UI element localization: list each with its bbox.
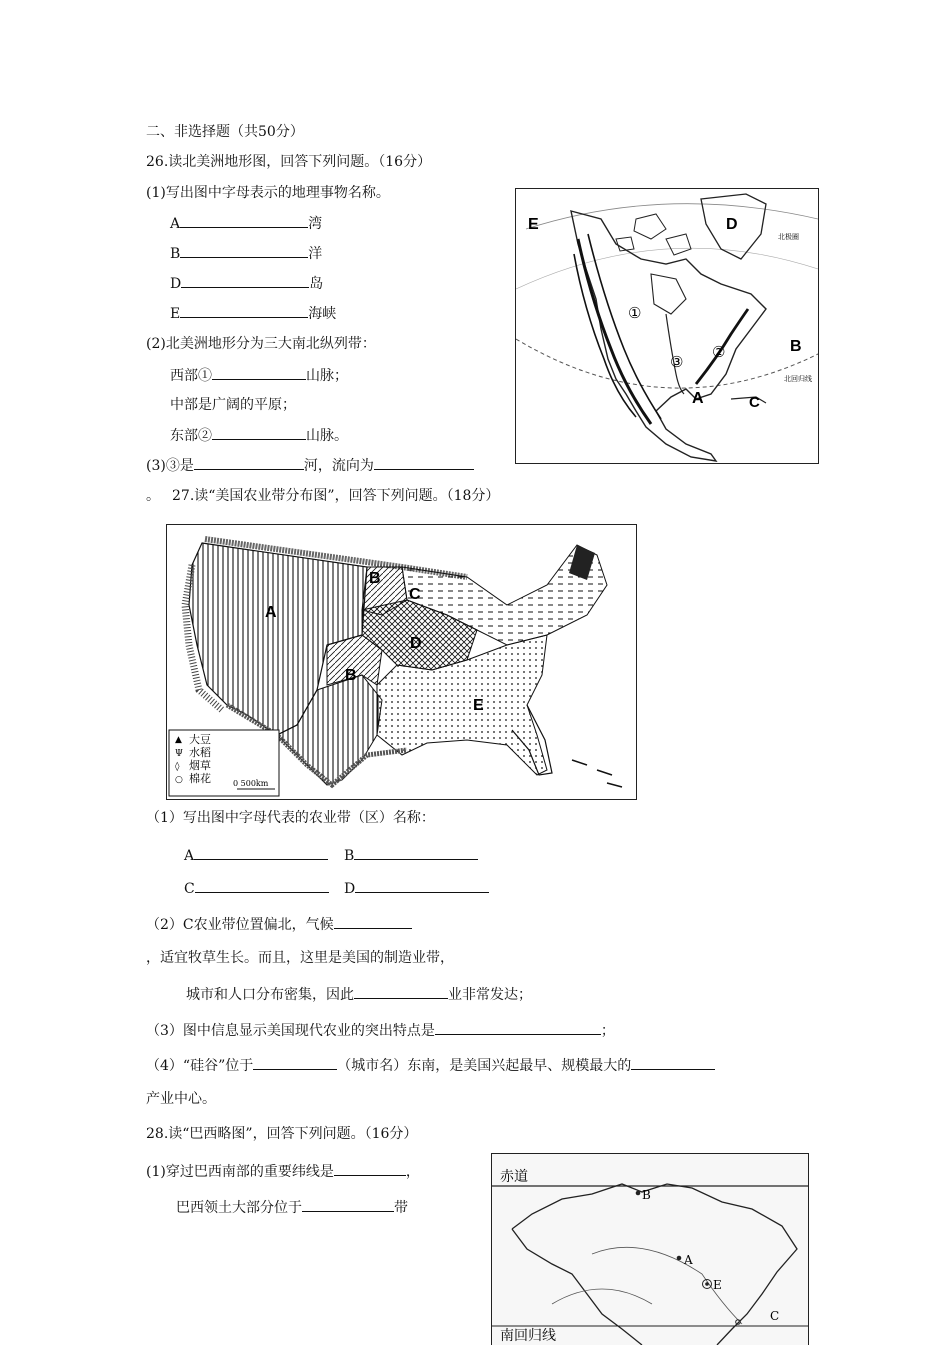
q27-answer-d — [344, 878, 489, 899]
map-label-b: B — [790, 338, 802, 355]
us-agriculture-svg — [167, 525, 636, 799]
q26-p3-mid: 河，流向为 — [303, 458, 374, 474]
q26-d-prefix: D — [170, 276, 182, 292]
q27-feature-blank[interactable] — [435, 1020, 601, 1035]
brazil-label-e: E — [713, 1278, 722, 1292]
city-b-dot — [636, 1191, 641, 1196]
q28-p1-line2-suffix: 带 — [394, 1200, 408, 1216]
city-a-dot — [677, 1256, 682, 1261]
brazil-svg — [492, 1154, 808, 1345]
q26-direction-blank[interactable] — [374, 455, 474, 470]
q27-part2-cont: ，适宜牧草生长。而且，这里是美国的制造业带， — [146, 950, 454, 966]
q26-part2: (2)北美洲地形分为三大南北纵列带： — [146, 336, 376, 352]
q27-answer-c — [184, 878, 329, 899]
q26-part1: (1)写出图中字母表示的地理事物名称。 — [146, 185, 390, 201]
hudson-bay — [651, 274, 686, 314]
north-america-svg — [516, 189, 818, 463]
q26-e-blank[interactable] — [180, 303, 308, 318]
map-label-three: ③ — [670, 353, 684, 371]
us-label-d: D — [410, 635, 422, 652]
q26-east-prefix: 东部② — [170, 428, 212, 444]
q28-latitude-blank[interactable] — [334, 1161, 406, 1176]
q26-answer-a — [170, 213, 322, 234]
q26-a-blank[interactable] — [180, 213, 308, 228]
q27-part4-cont: 产业中心。 — [146, 1091, 216, 1107]
q26-west-prefix: 西部① — [170, 368, 212, 384]
brazil-tropic-label: 南回归线 — [500, 1328, 556, 1344]
q27-part3 — [146, 1020, 615, 1041]
map-label-two: ② — [712, 343, 726, 361]
map-label-e: E — [528, 216, 539, 233]
q26-west-suffix: 山脉； — [306, 368, 348, 384]
q28-title: 28.读“巴西略图”，回答下列问题。（16分） — [146, 1126, 418, 1142]
internal-border-2 — [552, 1289, 652, 1304]
q27-p2-prefix: （2）C农业带位置偏北，气候 — [146, 917, 334, 933]
q27-d-prefix: D — [344, 881, 356, 897]
q27-industry-blank[interactable] — [354, 984, 448, 999]
legend-cotton: 棉花 — [189, 772, 211, 785]
legend-tobacco-icon: ◊ — [175, 762, 180, 772]
q27-part2-line3 — [186, 984, 532, 1005]
us-label-a: A — [265, 604, 277, 621]
q26-b-suffix: 洋 — [308, 246, 323, 262]
q28-p1-suffix: ， — [405, 1164, 420, 1180]
q26-d-blank[interactable] — [181, 273, 309, 288]
brazil-equator-label: 赤道 — [500, 1169, 528, 1185]
q26-d-suffix: 岛 — [309, 276, 324, 292]
rocky-mountains — [578, 239, 651, 424]
q27-d-blank[interactable] — [355, 878, 489, 893]
tropic-line — [516, 339, 818, 388]
map-label-one: ① — [628, 304, 642, 322]
q27-c-prefix: C — [184, 881, 195, 897]
q28-zone-blank[interactable] — [302, 1197, 394, 1212]
q26-e-suffix: 海峡 — [308, 306, 337, 322]
q27-c-blank[interactable] — [195, 878, 329, 893]
q26-p3-prefix: (3)③是 — [146, 458, 194, 474]
legend-soybean-icon: ▲ — [175, 735, 182, 745]
q27-a-blank[interactable] — [194, 845, 328, 860]
q26-west — [170, 365, 348, 386]
q27-p3-suffix: ； — [600, 1023, 615, 1039]
q27-p2-line3-prefix: 城市和人口分布密集，因此 — [186, 987, 354, 1003]
city-e-dot — [705, 1282, 709, 1286]
q26-east — [170, 425, 348, 446]
q27-city-blank[interactable] — [253, 1055, 337, 1070]
legend-cotton-icon: ○ — [175, 775, 183, 785]
q26-east-suffix: 山脉。 — [306, 428, 348, 444]
q26-b-blank[interactable] — [180, 243, 308, 258]
q27-p2-line3-suffix: 业非常发达； — [448, 987, 532, 1003]
brazil-label-b: B — [642, 1188, 651, 1202]
map-tropic-label: 北回归线 — [784, 375, 812, 383]
us-agriculture-map — [166, 524, 637, 800]
q27-climate-blank[interactable] — [334, 914, 412, 929]
q27-answer-a — [184, 845, 328, 866]
section-title: 二、非选择题（共50分） — [146, 124, 304, 140]
brazil-label-a: A — [684, 1253, 693, 1267]
legend-rice-icon: Ψ — [175, 749, 183, 759]
q27-p4-prefix: （4）“硅谷”位于 — [146, 1058, 254, 1074]
q27-part2 — [146, 914, 412, 935]
q26-west-blank[interactable] — [212, 365, 306, 380]
q27-b-prefix: B — [344, 848, 355, 864]
q27-b-blank[interactable] — [354, 845, 478, 860]
q27-part4 — [146, 1055, 715, 1076]
q26-answer-e — [170, 303, 336, 324]
scale-label: 0 500km — [233, 779, 269, 788]
q27-title — [146, 486, 499, 506]
q28-part1-line2 — [176, 1197, 408, 1218]
brazil-label-c: C — [770, 1309, 780, 1323]
q26-b-prefix: B — [170, 246, 181, 262]
arctic-island-1 — [634, 214, 666, 239]
q27-industry-type-blank[interactable] — [631, 1055, 715, 1070]
legend-tobacco: 烟草 — [189, 759, 211, 772]
q28-p1-line2-prefix: 巴西领土大部分位于 — [176, 1200, 302, 1216]
arctic-arc — [526, 204, 818, 229]
legend-soybean: 大豆 — [189, 733, 211, 746]
q26-a-prefix: A — [170, 216, 181, 232]
q26-answer-d — [170, 273, 323, 294]
q27-part1: （1）写出图中字母代表的农业带（区）名称： — [146, 810, 435, 826]
q27-a-prefix: A — [184, 848, 195, 864]
us-label-b1: B — [369, 570, 381, 587]
q26-a-suffix: 湾 — [308, 216, 323, 232]
map-label-c: C — [749, 394, 760, 411]
q27-title-text: 27.读“美国农业带分布图”，回答下列问题。（18分） — [172, 488, 500, 504]
brazil-map — [491, 1153, 809, 1345]
arctic-island-2 — [666, 234, 691, 255]
q26-title: 26.读北美洲地形图，回答下列问题。（16分） — [146, 154, 432, 170]
q26-middle: 中部是广阔的平原； — [170, 397, 296, 413]
q27-title-prefix: 。 — [146, 488, 160, 504]
us-label-b2: B — [345, 667, 357, 684]
q26-east-blank[interactable] — [212, 425, 306, 440]
map-arctic-label: 北极圈 — [778, 233, 799, 241]
latitude-arc — [516, 248, 818, 289]
north-america-outline — [571, 211, 766, 461]
q26-river-blank[interactable] — [194, 455, 304, 470]
q28-p1-prefix: (1)穿过巴西南部的重要纬线是 — [146, 1164, 334, 1180]
legend-rice: 水稻 — [189, 746, 211, 759]
us-label-c: C — [409, 586, 421, 603]
q26-e-prefix: E — [170, 306, 181, 322]
q26-answer-b — [170, 243, 322, 264]
north-america-map — [515, 188, 819, 464]
map-label-a: A — [692, 390, 704, 407]
q27-p4-mid: （城市名）东南，是美国兴起最早、规模最大的 — [337, 1058, 632, 1074]
caribbean-islands — [572, 760, 622, 787]
brazil-outline-east — [512, 1184, 797, 1345]
q27-p3-prefix: （3）图中信息显示美国现代农业的突出特点是 — [146, 1023, 435, 1039]
q26-part3 — [146, 455, 474, 476]
us-label-e: E — [473, 697, 484, 714]
q28-part1 — [146, 1161, 420, 1182]
map-label-d: D — [726, 216, 738, 233]
q27-answer-b — [344, 845, 478, 866]
